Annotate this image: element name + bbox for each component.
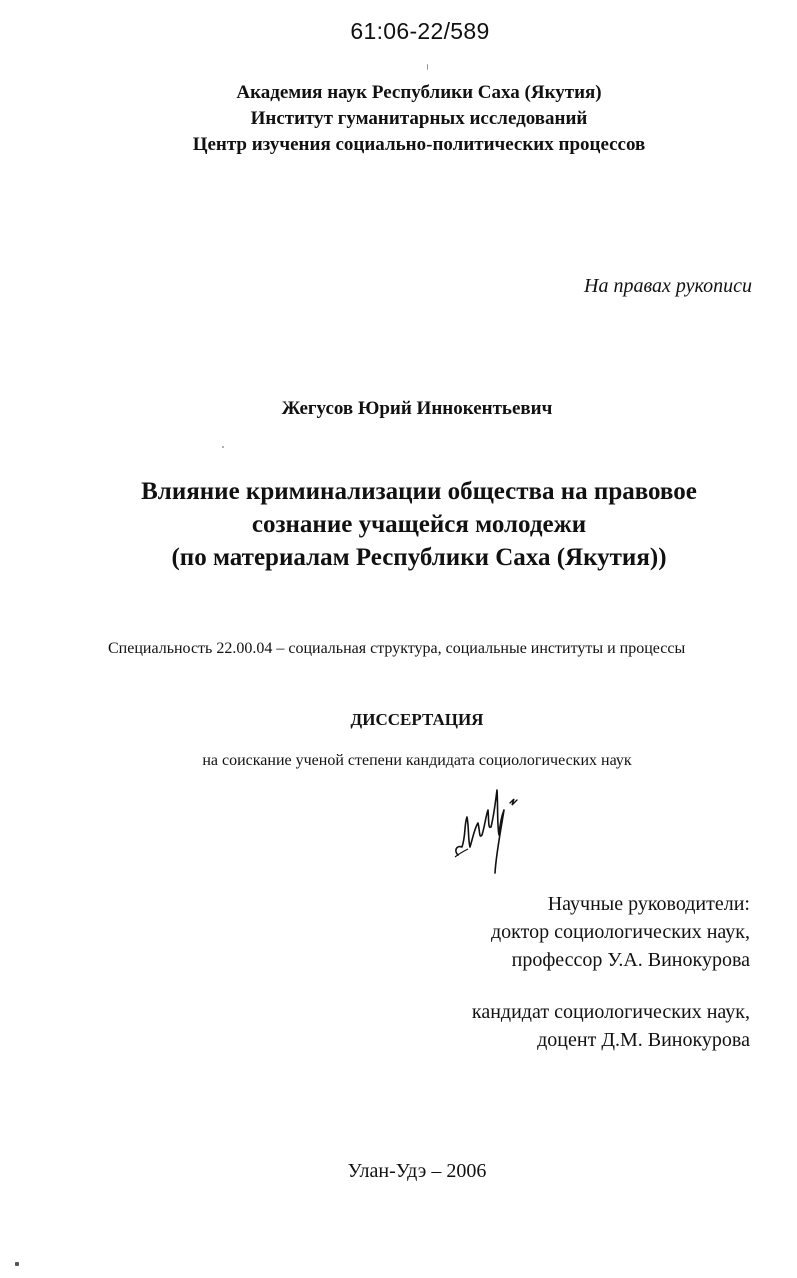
document-type: ДИССЕРТАЦИЯ (350, 710, 484, 729)
specialty-line: Специальность 22.00.04 – социальная структура, социальные институты и процессы (108, 640, 686, 657)
author-name: Жегусов Юрий Иннокентьевич (281, 398, 553, 419)
scan-speck (427, 64, 428, 70)
title-line-2: сознание учащейся молодежи (251, 511, 587, 538)
advisor-1-degree: доктор социологических наук, (490, 921, 750, 943)
city-year: Улан-Удэ – 2006 (347, 1160, 487, 1182)
institution-block (0, 80, 797, 158)
advisors-block (472, 890, 750, 1054)
title-line-1: Влияние криминализации общества на правовое (141, 478, 697, 505)
advisor-2-name: доцент Д.М. Винокурова (537, 1029, 750, 1051)
dissertation-title (0, 475, 797, 574)
degree-line: на соискание ученой степени кандидата социологических наук (202, 752, 632, 769)
advisors-heading: Научные руководители: (547, 893, 750, 915)
title-line-3: (по материалам Республики Саха (Якутия)) (171, 544, 667, 571)
advisors-spacer (472, 974, 750, 998)
institution-academy: Академия наук Республики Саха (Якутия) (236, 82, 602, 103)
document-code: 61:06-22/589 (350, 18, 490, 44)
signature-icon (440, 765, 540, 880)
institution-institute: Институт гуманитарных исследований (250, 108, 588, 129)
scan-speck (222, 446, 224, 448)
scan-speck (15, 1262, 19, 1266)
advisor-2-degree: кандидат социологических наук, (471, 1001, 750, 1023)
advisor-1-name: профессор У.А. Винокурова (511, 949, 750, 971)
manuscript-note: На правах рукописи (584, 275, 752, 297)
institution-center: Центр изучения социально-политических процессов (192, 134, 646, 155)
